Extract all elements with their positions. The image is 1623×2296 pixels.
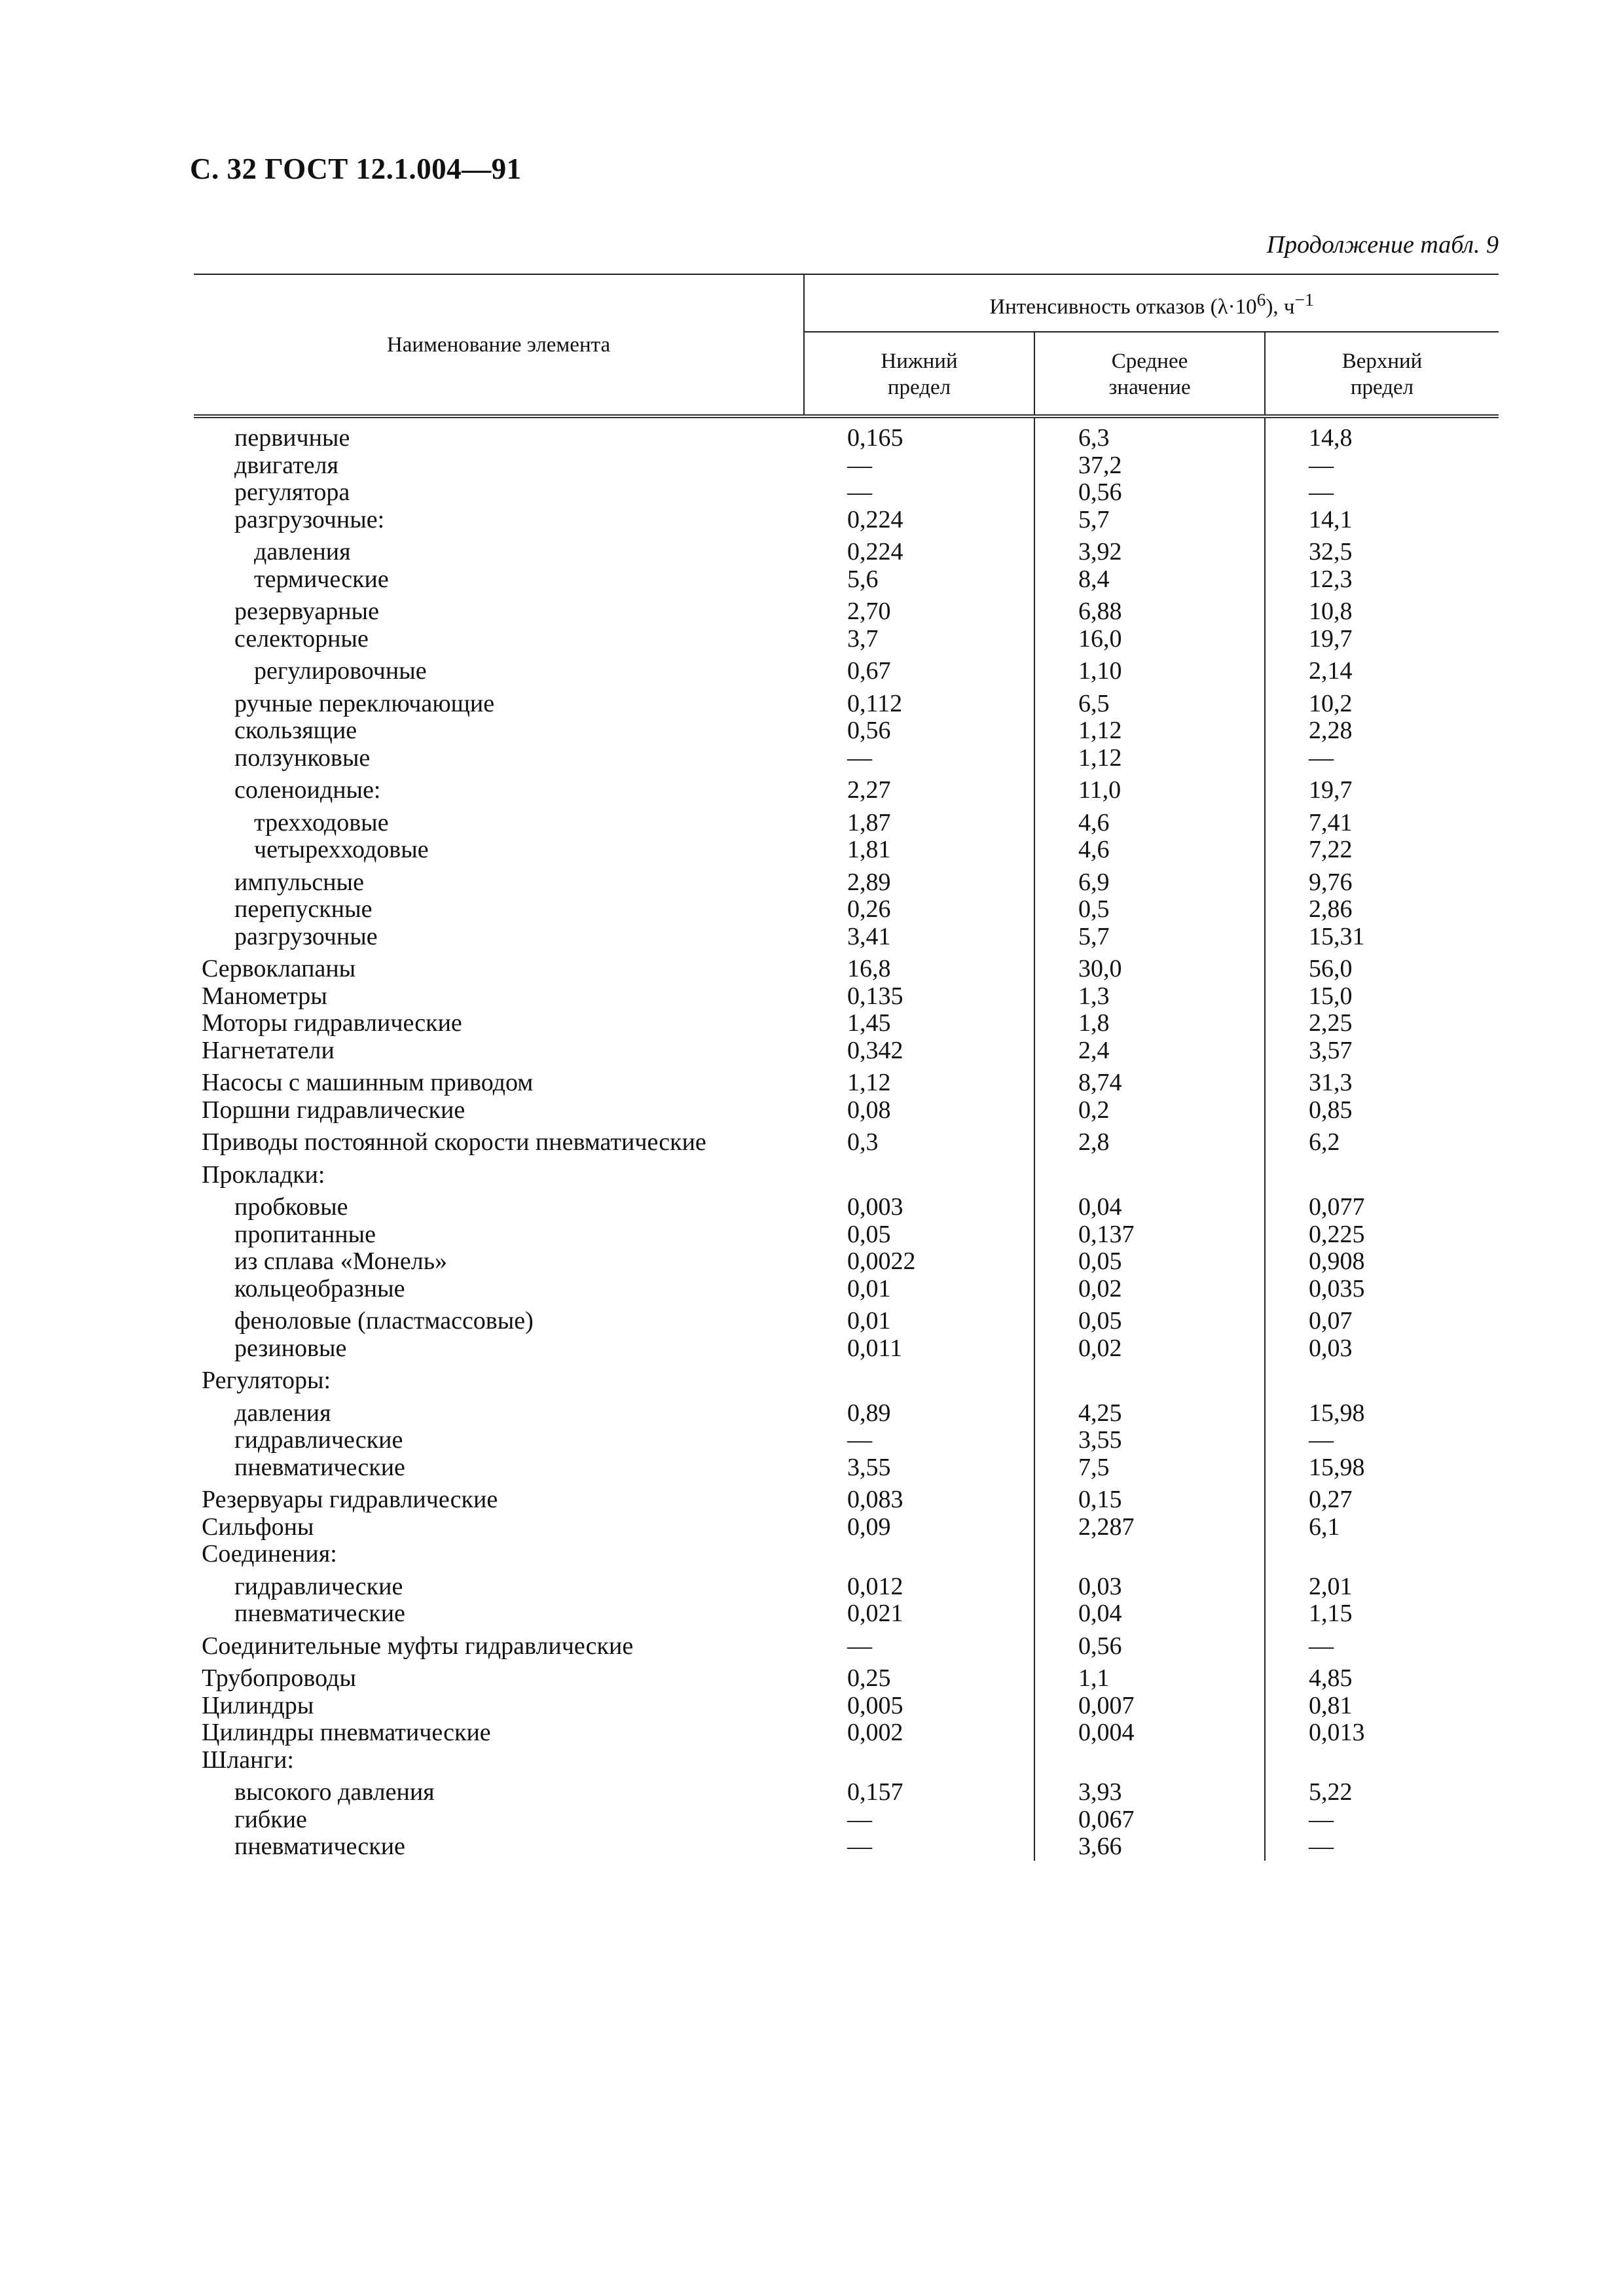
upper-limit-cell: 2,25 (1309, 1009, 1353, 1037)
element-name-cell: термические (254, 565, 389, 593)
element-name-cell: гидравлические (234, 1572, 403, 1600)
table-row (194, 1806, 1499, 1834)
upper-limit-cell: 19,7 (1309, 776, 1353, 804)
lower-limit-cell: 0,67 (804, 653, 1034, 685)
lower-limit-cell: 0,002 (804, 1719, 1034, 1747)
upper-limit-cell: — (1309, 478, 1334, 506)
element-name-cell: Цилиндры пневматические (202, 1719, 491, 1746)
table-row (194, 1157, 1499, 1189)
lower-limit-cell: 0,342 (804, 1037, 1034, 1065)
upper-limit-cell: 10,2 (1309, 689, 1353, 717)
table-container (194, 274, 1499, 1861)
table-continuation-label: Продолжение табл. 9 (1266, 231, 1499, 259)
element-name-cell: Манометры (202, 982, 327, 1010)
element-name-cell: Сервоклапаны (202, 955, 356, 982)
failure-rate-table (194, 274, 1499, 1861)
element-name-cell: Нагнетатели (202, 1036, 335, 1064)
table-row (194, 1747, 1499, 1774)
upper-limit-cell: — (1309, 1632, 1334, 1660)
upper-limit-cell: 5,22 (1309, 1778, 1353, 1806)
upper-limit-cell: 32,5 (1309, 538, 1353, 565)
lower-limit-cell: 0,135 (804, 983, 1034, 1011)
lower-limit-cell (804, 1362, 1034, 1395)
table-row (194, 479, 1499, 507)
mean-value-cell: 0,02 (1034, 1335, 1265, 1363)
upper-limit-cell: — (1309, 1805, 1334, 1833)
table-row (194, 593, 1499, 626)
mean-value-cell: 0,05 (1034, 1302, 1265, 1335)
table-row (194, 1335, 1499, 1363)
mean-value-cell: 0,004 (1034, 1719, 1265, 1747)
element-name-cell: из сплава «Монель» (234, 1247, 448, 1275)
upper-limit-cell: 56,0 (1309, 955, 1353, 982)
lower-limit-cell: 0,112 (804, 685, 1034, 718)
table-row (194, 1719, 1499, 1747)
upper-limit-cell: 6,1 (1309, 1513, 1340, 1541)
mean-value-cell: 16,0 (1034, 626, 1265, 653)
mean-value-cell: 0,067 (1034, 1806, 1265, 1834)
lower-limit-cell: 0,25 (804, 1660, 1034, 1693)
mean-value-cell: 1,10 (1034, 653, 1265, 685)
table-row (194, 745, 1499, 772)
table-row (194, 416, 1499, 452)
mean-value-cell: 7,5 (1034, 1454, 1265, 1482)
lower-limit-cell: 0,012 (804, 1568, 1034, 1601)
lower-limit-cell: 0,224 (804, 507, 1034, 534)
mean-value-cell: 0,04 (1034, 1600, 1265, 1628)
upper-limit-cell: 15,0 (1309, 982, 1353, 1010)
upper-limit-cell: 15,98 (1309, 1399, 1365, 1427)
mean-value-cell: 11,0 (1034, 772, 1265, 804)
upper-limit-cell: 0,27 (1309, 1486, 1353, 1513)
table-row (194, 1568, 1499, 1601)
upper-limit-cell: — (1309, 1833, 1334, 1860)
element-name-cell: Сильфоны (202, 1513, 314, 1541)
element-name-cell: ползунковые (234, 744, 371, 772)
table-row (194, 1362, 1499, 1395)
upper-limit-cell: 2,01 (1309, 1572, 1353, 1600)
table-row (194, 1276, 1499, 1303)
element-name-cell: Прокладки: (202, 1160, 325, 1189)
upper-limit-cell: — (1309, 451, 1334, 479)
element-name-cell: трехходовые (254, 808, 389, 836)
lower-limit-cell: 0,005 (804, 1693, 1034, 1720)
element-name-cell: Шланги: (202, 1746, 294, 1774)
table-row (194, 507, 1499, 534)
element-name-cell: Цилиндры (202, 1691, 314, 1719)
table-row (194, 1221, 1499, 1249)
table-row (194, 626, 1499, 653)
mean-value-cell: 6,88 (1034, 593, 1265, 626)
mean-value-cell: 0,02 (1034, 1276, 1265, 1303)
mean-value-cell: 1,1 (1034, 1660, 1265, 1693)
table-row (194, 804, 1499, 837)
mean-value-cell: 3,93 (1034, 1774, 1265, 1806)
element-name-cell: пневматические (234, 1833, 405, 1860)
lower-limit-cell: 0,01 (804, 1276, 1034, 1303)
upper-limit-cell: 2,28 (1309, 717, 1353, 744)
upper-limit-cell: 14,8 (1309, 424, 1353, 452)
lower-limit-cell: 5,6 (804, 566, 1034, 594)
lower-limit-cell: 0,26 (804, 896, 1034, 924)
lower-limit-cell: 1,12 (804, 1064, 1034, 1097)
lower-limit-cell: 0,08 (804, 1097, 1034, 1124)
table-row (194, 1514, 1499, 1541)
lower-limit-cell: 1,45 (804, 1010, 1034, 1037)
upper-limit-cell: 0,035 (1309, 1274, 1365, 1302)
table-body (194, 416, 1499, 1861)
mean-value-cell: 4,6 (1034, 804, 1265, 837)
element-name-cell: давления (234, 1399, 331, 1427)
table-row (194, 1302, 1499, 1335)
lower-limit-cell: 0,165 (804, 416, 1034, 452)
element-name-cell: Регуляторы: (202, 1367, 331, 1394)
failure-rate-unit: ), ч (1266, 295, 1295, 319)
element-name-cell: импульсные (234, 868, 364, 896)
page-header: С. 32 ГОСТ 12.1.004—91 (190, 152, 522, 185)
mean-value-cell: 0,2 (1034, 1097, 1265, 1124)
lower-limit-cell: — (804, 1806, 1034, 1834)
lower-limit-cell: 2,70 (804, 593, 1034, 626)
table-row (194, 983, 1499, 1011)
upper-limit-cell: 7,22 (1309, 836, 1353, 863)
lower-limit-cell: 2,27 (804, 772, 1034, 804)
lower-limit-cell: 0,021 (804, 1600, 1034, 1628)
table-row (194, 1427, 1499, 1454)
upper-limit-cell: 4,85 (1309, 1664, 1353, 1692)
lower-limit-cell: 3,55 (804, 1454, 1034, 1482)
element-name-cell: регулировочные (254, 657, 427, 685)
upper-limit-cell: 0,908 (1309, 1247, 1365, 1275)
element-name-cell: первичные (234, 424, 350, 452)
column-header-name: Наименование элемента (194, 274, 804, 416)
mean-value-cell: 1,3 (1034, 983, 1265, 1011)
upper-limit-cell (1265, 1541, 1499, 1568)
upper-limit-cell: 1,15 (1309, 1600, 1353, 1627)
mean-value-cell: 3,66 (1034, 1833, 1265, 1861)
mean-value-cell: 5,7 (1034, 507, 1265, 534)
failure-rate-exponent: 6 (1256, 289, 1266, 310)
mean-value-cell: 4,25 (1034, 1395, 1265, 1427)
upper-limit-cell: 0,013 (1309, 1719, 1365, 1746)
upper-limit-cell: 7,41 (1309, 808, 1353, 836)
lower-limit-cell: 0,157 (804, 1774, 1034, 1806)
element-name-cell: Соединения: (202, 1540, 337, 1568)
upper-limit-cell (1265, 1362, 1499, 1395)
table-row (194, 864, 1499, 897)
mean-value-cell: 1,12 (1034, 717, 1265, 745)
mean-value-cell: 5,7 (1034, 924, 1265, 951)
table-row (194, 950, 1499, 983)
element-name-cell: гидравлические (234, 1426, 403, 1454)
element-name-cell: Резервуары гидравлические (202, 1486, 498, 1513)
element-name-cell: пропитанные (234, 1220, 376, 1248)
upper-limit-cell: 15,31 (1309, 922, 1365, 950)
mean-value-cell: 2,8 (1034, 1124, 1265, 1157)
element-name-cell: кольцеобразные (234, 1274, 405, 1302)
lower-limit-cell: 0,0022 (804, 1248, 1034, 1276)
table-row (194, 717, 1499, 745)
element-name-cell: регулятора (234, 478, 350, 506)
lower-limit-cell: 3,41 (804, 924, 1034, 951)
element-name-cell: резиновые (234, 1334, 347, 1362)
upper-limit-cell: 2,86 (1309, 895, 1353, 923)
mean-value-cell: 0,05 (1034, 1248, 1265, 1276)
mean-value-cell (1034, 1157, 1265, 1189)
mean-value-cell: 6,9 (1034, 864, 1265, 897)
lower-limit-cell: 1,81 (804, 836, 1034, 864)
lower-limit-cell: 0,01 (804, 1302, 1034, 1335)
table-row (194, 1037, 1499, 1065)
column-header-mean-value: Среднее значение (1034, 332, 1265, 416)
upper-limit-cell: — (1309, 744, 1334, 772)
mean-value-cell: 1,8 (1034, 1010, 1265, 1037)
element-name-cell: разгрузочные: (234, 505, 385, 533)
lower-limit-cell: 0,3 (804, 1124, 1034, 1157)
upper-limit-cell: 3,57 (1309, 1036, 1353, 1064)
mean-value-cell: 2,4 (1034, 1037, 1265, 1065)
upper-limit-cell: 6,2 (1309, 1128, 1340, 1156)
mean-value-cell: 0,03 (1034, 1568, 1265, 1601)
upper-limit-cell: 15,98 (1309, 1453, 1365, 1481)
table-row (194, 1248, 1499, 1276)
lower-limit-cell (804, 1157, 1034, 1189)
table-row (194, 533, 1499, 566)
upper-limit-cell: 14,1 (1309, 505, 1353, 533)
mean-value-cell: 0,007 (1034, 1693, 1265, 1720)
mean-value-cell: 8,4 (1034, 566, 1265, 594)
upper-limit-cell: 9,76 (1309, 868, 1353, 896)
mean-value-cell: 0,5 (1034, 896, 1265, 924)
upper-limit-cell (1265, 1157, 1499, 1189)
lower-limit-cell: 0,56 (804, 717, 1034, 745)
lower-limit-cell (804, 1541, 1034, 1568)
table-row (194, 924, 1499, 951)
upper-limit-cell: 0,03 (1309, 1334, 1353, 1362)
upper-limit-cell: 0,81 (1309, 1691, 1353, 1719)
table-row (194, 1693, 1499, 1720)
table-row (194, 1124, 1499, 1157)
upper-limit-cell: 0,07 (1309, 1307, 1353, 1335)
upper-limit-cell: 19,7 (1309, 624, 1353, 653)
upper-limit-cell (1265, 1747, 1499, 1774)
mean-value-cell: 6,5 (1034, 685, 1265, 718)
table-row (194, 1064, 1499, 1097)
element-name-cell: резервуарные (234, 598, 379, 625)
table-row (194, 1481, 1499, 1514)
table-row (194, 1097, 1499, 1124)
element-name-cell: перепускные (234, 895, 373, 923)
mean-value-cell: 6,3 (1034, 416, 1265, 452)
element-name-cell: пневматические (234, 1600, 405, 1627)
mean-value-cell: 1,12 (1034, 745, 1265, 772)
table-row (194, 1395, 1499, 1427)
mean-value-cell (1034, 1747, 1265, 1774)
element-name-cell: Соединительные муфты гидравлические (202, 1632, 634, 1660)
element-name-cell: двигателя (234, 451, 338, 479)
table-row (194, 896, 1499, 924)
lower-limit-cell: 16,8 (804, 950, 1034, 983)
failure-rate-prefix: Интенсивность отказов (λ·10 (989, 295, 1257, 319)
table-row (194, 1541, 1499, 1568)
element-name-cell: давления (254, 538, 351, 565)
lower-limit-cell: 0,09 (804, 1514, 1034, 1541)
upper-limit-cell: 10,8 (1309, 598, 1353, 625)
mean-value-cell: 2,287 (1034, 1514, 1265, 1541)
failure-rate-unit-exponent: −1 (1294, 289, 1314, 310)
table-row (194, 836, 1499, 864)
lower-limit-cell: — (804, 1628, 1034, 1660)
mean-value-cell: 30,0 (1034, 950, 1265, 983)
mean-value-cell: 3,92 (1034, 533, 1265, 566)
lower-limit-cell: — (804, 1427, 1034, 1454)
lower-limit-cell: 2,89 (804, 864, 1034, 897)
lower-limit-cell: 3,7 (804, 626, 1034, 653)
lower-limit-cell: 0,05 (804, 1221, 1034, 1249)
table-row (194, 566, 1499, 594)
element-name-cell: четырехходовые (254, 836, 429, 863)
lower-limit-cell: — (804, 1833, 1034, 1861)
element-name-cell: гибкие (234, 1805, 307, 1833)
upper-limit-cell: — (1309, 1426, 1334, 1454)
upper-limit-cell: 0,225 (1309, 1220, 1365, 1248)
element-name-cell: высокого давления (234, 1778, 435, 1806)
table-row (194, 1189, 1499, 1221)
lower-limit-cell: 0,89 (804, 1395, 1034, 1427)
mean-value-cell (1034, 1362, 1265, 1395)
element-name-cell: Трубопроводы (202, 1664, 356, 1692)
lower-limit-cell: — (804, 452, 1034, 480)
upper-limit-cell: 2,14 (1309, 657, 1353, 685)
element-name-cell: соленоидные: (234, 776, 381, 804)
table-row (194, 685, 1499, 718)
column-header-lower-limit: Нижний предел (804, 332, 1034, 416)
mean-value-cell: 0,137 (1034, 1221, 1265, 1249)
table-row (194, 1628, 1499, 1660)
element-name-cell: феноловые (пластмассовые) (234, 1307, 534, 1335)
table-row (194, 1010, 1499, 1037)
mean-value-cell: 0,04 (1034, 1189, 1265, 1221)
mean-value-cell: 0,15 (1034, 1481, 1265, 1514)
table-row (194, 1833, 1499, 1861)
element-name-cell: селекторные (234, 624, 369, 653)
table-row (194, 452, 1499, 480)
element-name-cell: Приводы постоянной скорости пневматические (202, 1128, 706, 1156)
lower-limit-cell: 1,87 (804, 804, 1034, 837)
mean-value-cell: 0,56 (1034, 1628, 1265, 1660)
element-name-cell: Поршни гидравлические (202, 1096, 465, 1124)
table-row (194, 1600, 1499, 1628)
mean-value-cell: 3,55 (1034, 1427, 1265, 1454)
column-header-failure-rate (804, 274, 1499, 332)
lower-limit-cell: 0,011 (804, 1335, 1034, 1363)
mean-value-cell (1034, 1541, 1265, 1568)
lower-limit-cell (804, 1747, 1034, 1774)
table-row (194, 772, 1499, 804)
column-header-upper-limit: Верхний предел (1265, 332, 1499, 416)
element-name-cell: Насосы с машинным приводом (202, 1069, 534, 1096)
upper-limit-cell: 12,3 (1309, 565, 1353, 593)
upper-limit-cell: 31,3 (1309, 1069, 1353, 1096)
lower-limit-cell: 0,003 (804, 1189, 1034, 1221)
table-row (194, 1454, 1499, 1482)
table-row (194, 1774, 1499, 1806)
element-name-cell: разгрузочные (234, 922, 378, 950)
mean-value-cell: 0,56 (1034, 479, 1265, 507)
element-name-cell: ручные переключающие (234, 689, 495, 717)
mean-value-cell: 37,2 (1034, 452, 1265, 480)
upper-limit-cell: 0,85 (1309, 1096, 1353, 1124)
table-row (194, 1660, 1499, 1693)
table-row (194, 653, 1499, 685)
element-name-cell: пневматические (234, 1453, 405, 1481)
element-name-cell: скользящие (234, 717, 357, 744)
lower-limit-cell: — (804, 745, 1034, 772)
upper-limit-cell: 0,077 (1309, 1193, 1365, 1221)
lower-limit-cell: 0,083 (804, 1481, 1034, 1514)
lower-limit-cell: — (804, 479, 1034, 507)
lower-limit-cell: 0,224 (804, 533, 1034, 566)
element-name-cell: пробковые (234, 1193, 348, 1221)
element-name-cell: Моторы гидравлические (202, 1009, 462, 1037)
mean-value-cell: 8,74 (1034, 1064, 1265, 1097)
mean-value-cell: 4,6 (1034, 836, 1265, 864)
